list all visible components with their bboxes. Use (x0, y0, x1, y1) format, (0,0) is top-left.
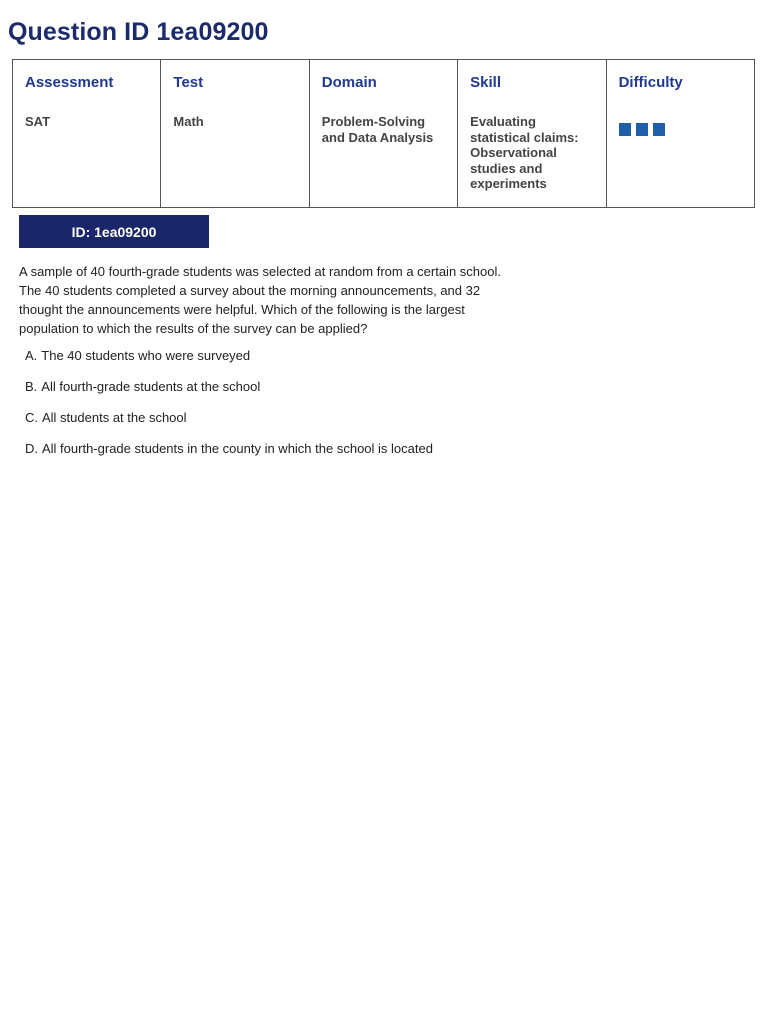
question-metadata-table (12, 59, 755, 208)
difficulty-square (636, 123, 648, 136)
difficulty-indicator (619, 123, 742, 136)
choice-text: All fourth-grade students at the school (41, 379, 261, 394)
choice-letter: B. (25, 379, 38, 394)
choice-text: All fourth-grade students in the county in which the school is located (42, 441, 433, 456)
answer-choices (25, 346, 433, 470)
domain-value: Problem-Solving and Data Analysis (321, 114, 434, 145)
question-body (19, 262, 509, 338)
assessment-header: Assessment (25, 74, 114, 91)
page-title: Question ID 1ea09200 (8, 18, 269, 46)
skill-value: Evaluating statistical claims: Observational studies and experiments (470, 114, 579, 191)
choice-text: The 40 students who were surveyed (41, 348, 251, 363)
assessment-cell (13, 60, 161, 208)
choice-d (25, 439, 433, 470)
choice-letter: C. (25, 410, 38, 425)
choice-letter: A. (25, 348, 38, 363)
difficulty-cell (606, 60, 754, 208)
domain-header: Domain (321, 74, 377, 91)
choice-b (25, 377, 433, 408)
choice-text: All students at the school (42, 410, 187, 425)
test-value: Math (173, 114, 204, 129)
choice-letter: D. (25, 441, 38, 456)
question-id-badge: ID: 1ea09200 (19, 215, 209, 248)
difficulty-square (619, 123, 631, 136)
domain-cell (309, 60, 457, 208)
skill-header: Skill (470, 74, 502, 91)
choice-c (25, 408, 433, 439)
skill-cell (458, 60, 606, 208)
choice-a (25, 346, 433, 377)
assessment-value: SAT (25, 114, 51, 129)
difficulty-square (653, 123, 665, 136)
question-stem: A sample of 40 fourth-grade students was selected at random from a certain school. The 40 students completed a survey about the morning announcements, and 32 thought the announcements were helpful. Which of the following is the largest population to which the results of the survey can be applied? (19, 264, 501, 336)
test-header: Test (173, 74, 204, 91)
difficulty-header: Difficulty (618, 74, 683, 91)
test-cell (161, 60, 309, 208)
